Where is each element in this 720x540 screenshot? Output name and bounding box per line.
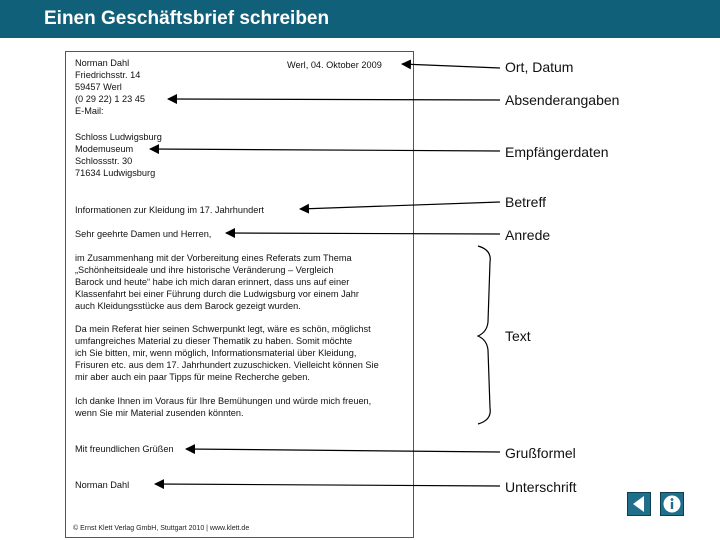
back-button[interactable]: [627, 492, 651, 516]
copyright-footer: © Ernst Klett Verlag GmbH, Stuttgart 2010 | www.klett.de: [73, 525, 250, 532]
label-absenderangaben: Absenderangaben: [505, 92, 620, 108]
recipient-address: Schloss Ludwigsburg Modemuseum Schlossstr. 30 71634 Ludwigsburg: [75, 132, 162, 179]
letter-body-paragraph-1: im Zusammenhang mit der Vorbereitung eines Referats zum Thema „Schönheitsideale und ihre historische Veränderung – Vergleich Barock und heute“ habe ich mich daran erinnert, dass uns auf einer Klassenfahrt bei einer Führung durch die Ludwigsburg vor einem Jahr auch Kleidungsstücke aus dem Barock gezeigt wurden.: [75, 253, 359, 312]
arrow-grussformel: [186, 449, 500, 452]
label-grussformel: Grußformel: [505, 445, 576, 461]
label-empfaengerdaten: Empfängerdaten: [505, 144, 609, 160]
letter-signature: Norman Dahl: [75, 480, 130, 490]
info-button[interactable]: [660, 492, 684, 516]
arrow-unterschrift: [155, 484, 500, 486]
letter-body-paragraph-2: Da mein Referat hier seinen Schwerpunkt legt, wäre es schön, möglichst umfangreiches Material zu dieser Thematik zu haben. Somit möchte ich Sie bitten, mir, wenn möglich, Informationsmaterial über Kleidung, Frisuren etc. aus dem 17. Jahrhundert zuzuschicken. Vielleicht können Sie mir aber auch ein paar Tipps für meine Recherche geben.: [75, 324, 379, 383]
label-unterschrift: Unterschrift: [505, 479, 577, 495]
letter-body-paragraph-3: Ich danke Ihnen im Voraus für Ihre Bemühungen und würde mich freuen, wenn Sie mir Material zusenden könnten.: [75, 396, 372, 419]
label-betreff: Betreff: [505, 194, 546, 210]
letter-closing: Mit freundlichen Grüßen: [75, 444, 174, 454]
letter-date: Werl, 04. Oktober 2009: [287, 60, 382, 70]
label-text: Text: [505, 328, 531, 344]
text-bracket: [478, 246, 490, 424]
page-title: Einen Geschäftsbrief schreiben: [44, 8, 330, 29]
letter-subject: Informationen zur Kleidung im 17. Jahrhundert: [75, 205, 264, 215]
arrow-left-icon: [627, 492, 651, 516]
arrow-ort-datum: [402, 64, 500, 68]
sender-address: Norman Dahl Friedrichsstr. 14 59457 Werl (0 29 22) 1 23 45 E-Mail:: [75, 58, 145, 117]
label-anrede: Anrede: [505, 227, 551, 243]
info-icon: [660, 492, 684, 516]
arrow-absenderangaben: [168, 99, 500, 100]
label-ort-datum: Ort, Datum: [505, 59, 574, 75]
arrow-betreff: [300, 202, 500, 209]
arrow-empfaengerdaten: [150, 149, 500, 151]
arrow-anrede: [226, 233, 500, 234]
letter-salutation: Sehr geehrte Damen und Herren,: [75, 229, 212, 239]
